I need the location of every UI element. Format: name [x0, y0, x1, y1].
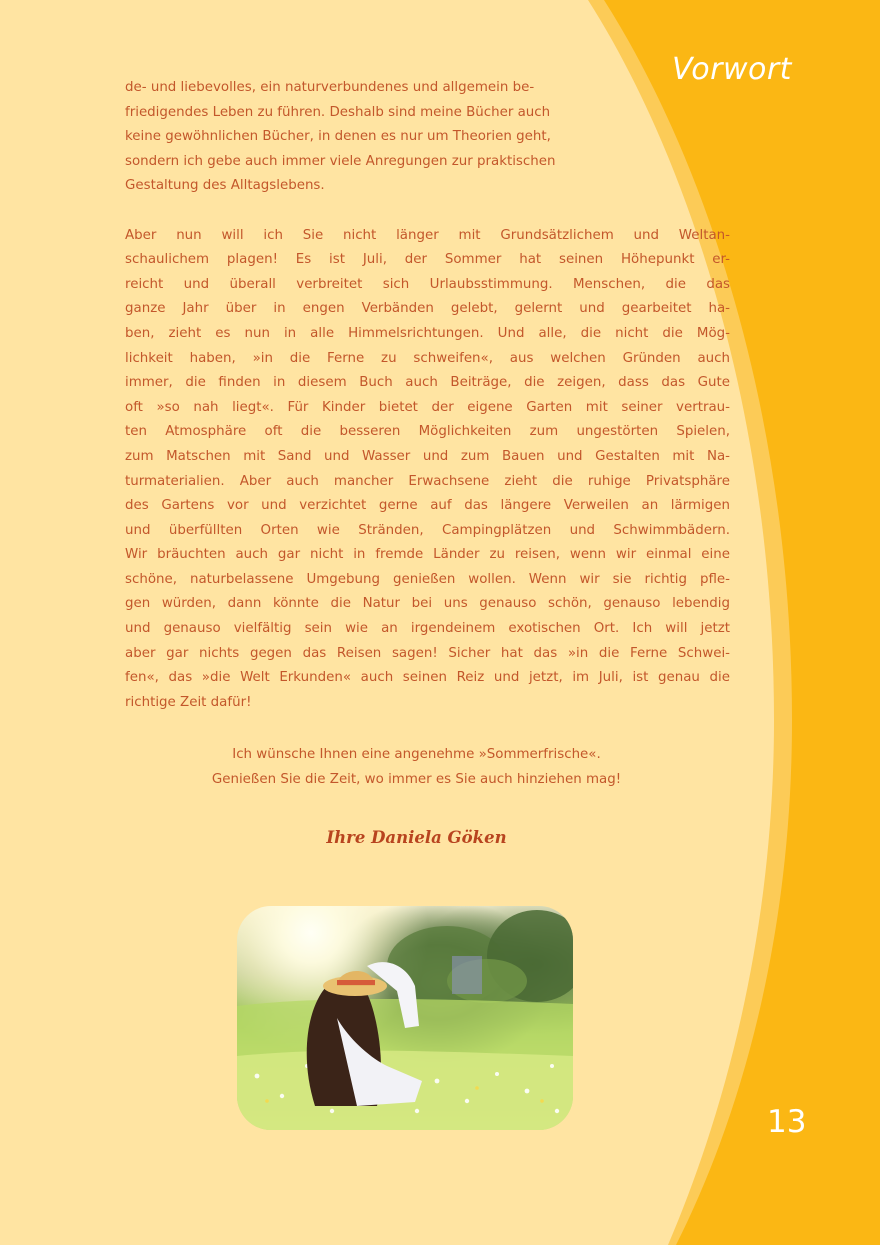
- text-line: keine gewöhnlichen Bücher, in denen es nur um Theorien geht,: [125, 129, 551, 145]
- summer-meadow-photo: [237, 906, 573, 1130]
- text-line: gen würden, dann könnte die Natur bei uns genauso schön, genauso lebendig: [125, 596, 730, 612]
- text-line: sondern ich gebe auch immer viele Anregungen zur praktischen: [125, 153, 556, 169]
- page-number: 13: [767, 1104, 807, 1140]
- text-line: friedigendes Leben zu führen. Deshalb sind meine Bücher auch: [125, 104, 551, 120]
- text-line: Gestaltung des Alltagslebens.: [125, 178, 325, 194]
- text-line: ten Atmosphäre oft die besseren Möglichkeiten zum ungestörten Spielen,: [125, 424, 730, 440]
- signature: Ihre Daniela Göken: [326, 827, 507, 847]
- text-line: richtige Zeit dafür!: [125, 694, 252, 710]
- text-column: [125, 76, 730, 850]
- text-line: reicht und überall verbreitet sich Urlaubsstimmung. Menschen, die das: [125, 276, 730, 292]
- text-line: lichkeit haben, »in die Ferne zu schweifen«, aus welchen Gründen auch: [125, 350, 730, 366]
- closing-line-1: Ich wünsche Ihnen eine angenehme »Sommerfrische«.: [232, 747, 601, 763]
- text-line: immer, die finden in diesem Buch auch Beiträge, die zeigen, dass das Gute: [125, 375, 730, 391]
- closing-line-2: Genießen Sie die Zeit, wo immer es Sie auch hinziehen mag!: [211, 772, 622, 788]
- text-line: turmaterialien. Aber auch mancher Erwachsene zieht die ruhige Privatsphäre: [125, 473, 730, 489]
- closing-wish: [125, 743, 708, 792]
- text-line: ganze Jahr über in engen Verbänden gelebt, gelernt und gearbeitet ha-: [125, 301, 730, 317]
- section-title: Vorwort: [672, 52, 792, 87]
- text-line: schöne, naturbelassene Umgebung genießen wollen. Wenn wir sie richtig pfle-: [125, 571, 730, 587]
- text-line: oft »so nah liegt«. Für Kinder bietet der eigene Garten mit seiner vertrau-: [125, 399, 730, 415]
- text-line: de- und liebevolles, ein naturverbundenes und allgemein be-: [125, 80, 535, 95]
- paragraph-1: [125, 76, 625, 199]
- text-line: schaulichem plagen! Es ist Juli, der Sommer hat seinen Höhepunkt er-: [125, 252, 730, 268]
- text-line: und überfüllten Orten wie Stränden, Campingplätzen und Schwimmbädern.: [125, 522, 730, 538]
- text-line: und genauso vielfältig sein wie an irgendeinem exotischen Ort. Ich will jetzt: [125, 621, 730, 637]
- text-line: fen«, das »die Welt Erkunden« auch seinen Reiz und jetzt, im Juli, ist genau die: [125, 670, 730, 686]
- text-line: zum Matschen mit Sand und Wasser und zum Bauen und Gestalten mit Na-: [125, 448, 730, 464]
- text-line: aber gar nichts gegen das Reisen sagen! Sicher hat das »in die Ferne Schwei-: [125, 645, 730, 661]
- paragraph-2: [125, 224, 730, 716]
- text-line: Wir bräuchten auch gar nicht in fremde Länder zu reisen, wenn wir einmal eine: [125, 547, 730, 563]
- text-line: Aber nun will ich Sie nicht länger mit Grundsätzlichem und Weltan-: [125, 227, 730, 243]
- text-line: ben, zieht es nun in alle Himmelsrichtungen. Und alle, die nicht die Mög-: [125, 325, 730, 341]
- text-line: des Gartens vor und verzichtet gerne auf das längere Verweilen an lärmigen: [125, 498, 730, 514]
